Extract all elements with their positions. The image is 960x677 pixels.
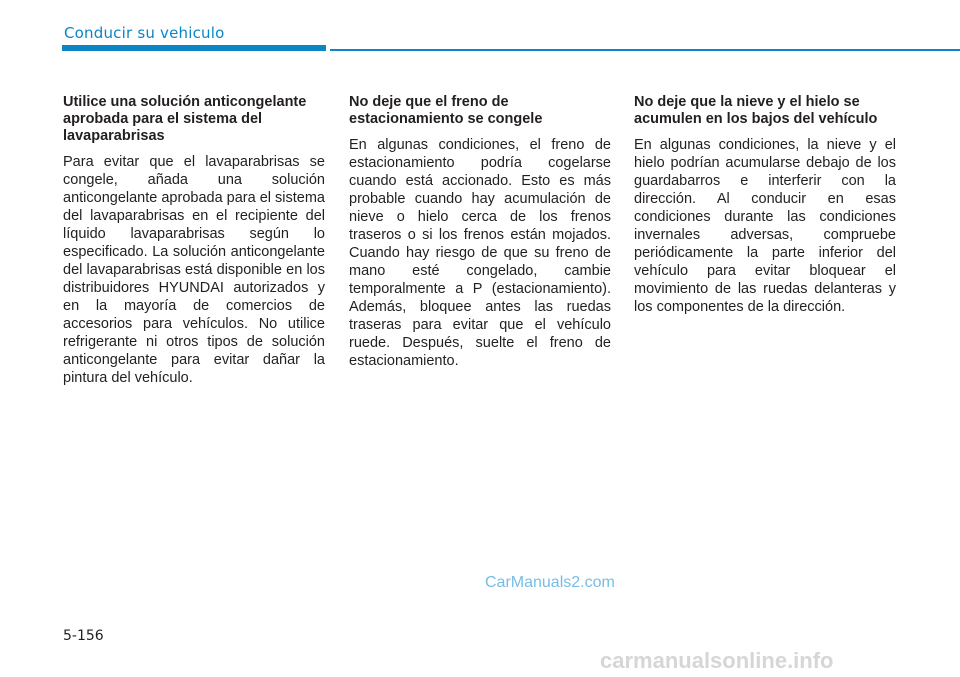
heading-parking-brake: No deje que el freno de estacionamiento se congele bbox=[349, 94, 543, 127]
watermark-link[interactable]: CarManuals2.com bbox=[485, 574, 615, 591]
footer-site-watermark: carmanualsonline.info bbox=[600, 648, 834, 673]
heading-snow-ice-underbody: No deje que la nieve y el hielo se acumulen en los bajos del vehículo bbox=[634, 94, 878, 127]
column-snow-ice-underbody bbox=[634, 94, 896, 316]
header-rule-thick bbox=[62, 45, 326, 51]
header-rule-thin bbox=[330, 49, 960, 51]
body-parking-brake: En algunas condiciones, el freno de estacionamiento podría cogelarse cuando está accionado. Esto es más probable cuando hay acumulación de nieve o hielo cerca de los frenos traseros o si los frenos están mojados. Cuando hay riesgo de que su freno de mano esté congelado, cambie temporalmente a P (estacionamiento). Además, bloquee antes las ruedas traseras para evitar que el vehículo ruede. Después, suelte el freno de estacionamiento. bbox=[349, 137, 611, 369]
column-parking-brake bbox=[349, 94, 611, 370]
column-windshield-antifreeze bbox=[63, 94, 325, 387]
body-windshield-antifreeze: Para evitar que el lavaparabrisas se congele, añada una solución anticongelante aprobada para el sistema del lavaparabrisas en el recipiente del líquido lavaparabrisas según lo especificado. La solución anticongelante del lavaparabrisas está disponible en los distribuidores HYUNDAI autorizados y en la mayoría de comercios de accesorios para vehículos. No utilice refrigerante ni otros tipos de solución anticongelante para evitar dañar la pintura del vehículo. bbox=[63, 154, 325, 386]
heading-windshield-antifreeze: Utilice una solución anticongelante aprobada para el sistema del lavaparabrisas bbox=[63, 94, 307, 144]
page-number: 5-156 bbox=[63, 628, 104, 644]
section-title: Conducir su vehiculo bbox=[64, 24, 225, 42]
body-snow-ice-underbody: En algunas condiciones, la nieve y el hielo podrían acumularse debajo de los guardabarros e interferir con la dirección. Al conducir en esas condiciones durante las condiciones invernales adversas, compruebe periódicamente la parte inferior del vehículo para evitar bloquear el movimiento de las ruedas delanteras y los componentes de la dirección. bbox=[634, 137, 896, 315]
